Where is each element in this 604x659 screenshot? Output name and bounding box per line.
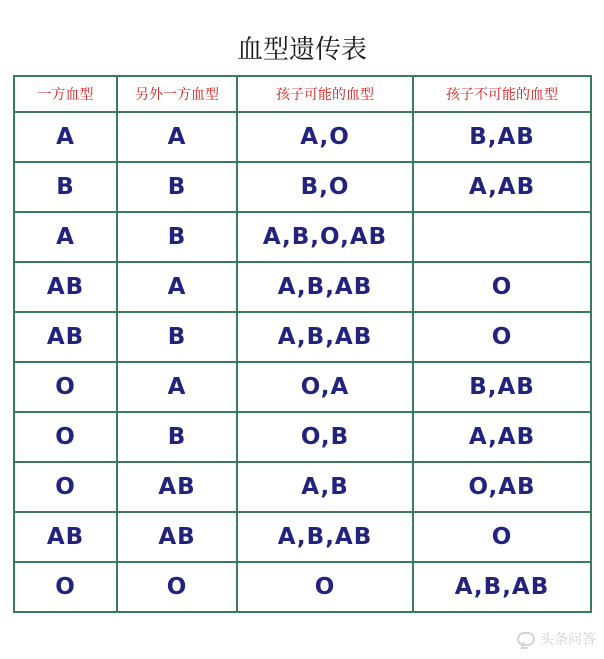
cell-child-possible: A,O <box>237 112 413 162</box>
cell-parent-one: A <box>14 212 117 262</box>
table-row <box>14 462 591 512</box>
table-row <box>14 112 591 162</box>
header-child-possible: 孩子可能的血型 <box>237 76 413 112</box>
cell-child-impossible: O,AB <box>413 462 591 512</box>
cell-child-possible: B,O <box>237 162 413 212</box>
cell-child-impossible: O <box>413 312 591 362</box>
cell-child-possible: O <box>237 562 413 612</box>
cell-child-possible: A,B,AB <box>237 262 413 312</box>
cell-child-possible: A,B,O,AB <box>237 212 413 262</box>
watermark-text: 头条问答 <box>540 632 596 648</box>
cell-parent-two: A <box>117 262 237 312</box>
speech-bubble-icon <box>517 632 535 646</box>
cell-parent-two: B <box>117 312 237 362</box>
cell-parent-one: O <box>14 462 117 512</box>
cell-parent-one: B <box>14 162 117 212</box>
cell-parent-two: B <box>117 162 237 212</box>
table-row <box>14 412 591 462</box>
cell-parent-two: B <box>117 412 237 462</box>
header-child-impossible: 孩子不可能的血型 <box>413 76 591 112</box>
table-row <box>14 212 591 262</box>
table-row <box>14 312 591 362</box>
header-parent-one: 一方血型 <box>14 76 117 112</box>
cell-parent-two: AB <box>117 462 237 512</box>
table-header-row <box>14 76 591 112</box>
cell-parent-one: A <box>14 112 117 162</box>
cell-child-possible: A,B <box>237 462 413 512</box>
table-row <box>14 362 591 412</box>
cell-child-impossible: O <box>413 512 591 562</box>
cell-parent-two: A <box>117 112 237 162</box>
cell-child-impossible <box>413 212 591 262</box>
cell-child-possible: A,B,AB <box>237 312 413 362</box>
watermark <box>517 629 596 649</box>
table-row <box>14 162 591 212</box>
cell-child-impossible: A,AB <box>413 162 591 212</box>
cell-parent-two: B <box>117 212 237 262</box>
cell-child-possible: A,B,AB <box>237 512 413 562</box>
cell-parent-one: O <box>14 362 117 412</box>
cell-child-impossible: A,AB <box>413 412 591 462</box>
table-row <box>14 562 591 612</box>
cell-child-impossible: A,B,AB <box>413 562 591 612</box>
cell-parent-two: A <box>117 362 237 412</box>
cell-child-impossible: B,AB <box>413 112 591 162</box>
cell-parent-one: AB <box>14 512 117 562</box>
page-title: 血型遗传表 <box>236 35 367 65</box>
header-parent-two: 另外一方血型 <box>117 76 237 112</box>
cell-parent-one: O <box>14 412 117 462</box>
cell-child-possible: O,B <box>237 412 413 462</box>
table-row <box>14 262 591 312</box>
blood-type-table <box>13 75 592 613</box>
cell-child-impossible: B,AB <box>413 362 591 412</box>
cell-parent-one: O <box>14 562 117 612</box>
cell-parent-two: AB <box>117 512 237 562</box>
cell-child-impossible: O <box>413 262 591 312</box>
cell-parent-one: AB <box>14 262 117 312</box>
table-row <box>14 512 591 562</box>
cell-parent-two: O <box>117 562 237 612</box>
cell-parent-one: AB <box>14 312 117 362</box>
cell-child-possible: O,A <box>237 362 413 412</box>
